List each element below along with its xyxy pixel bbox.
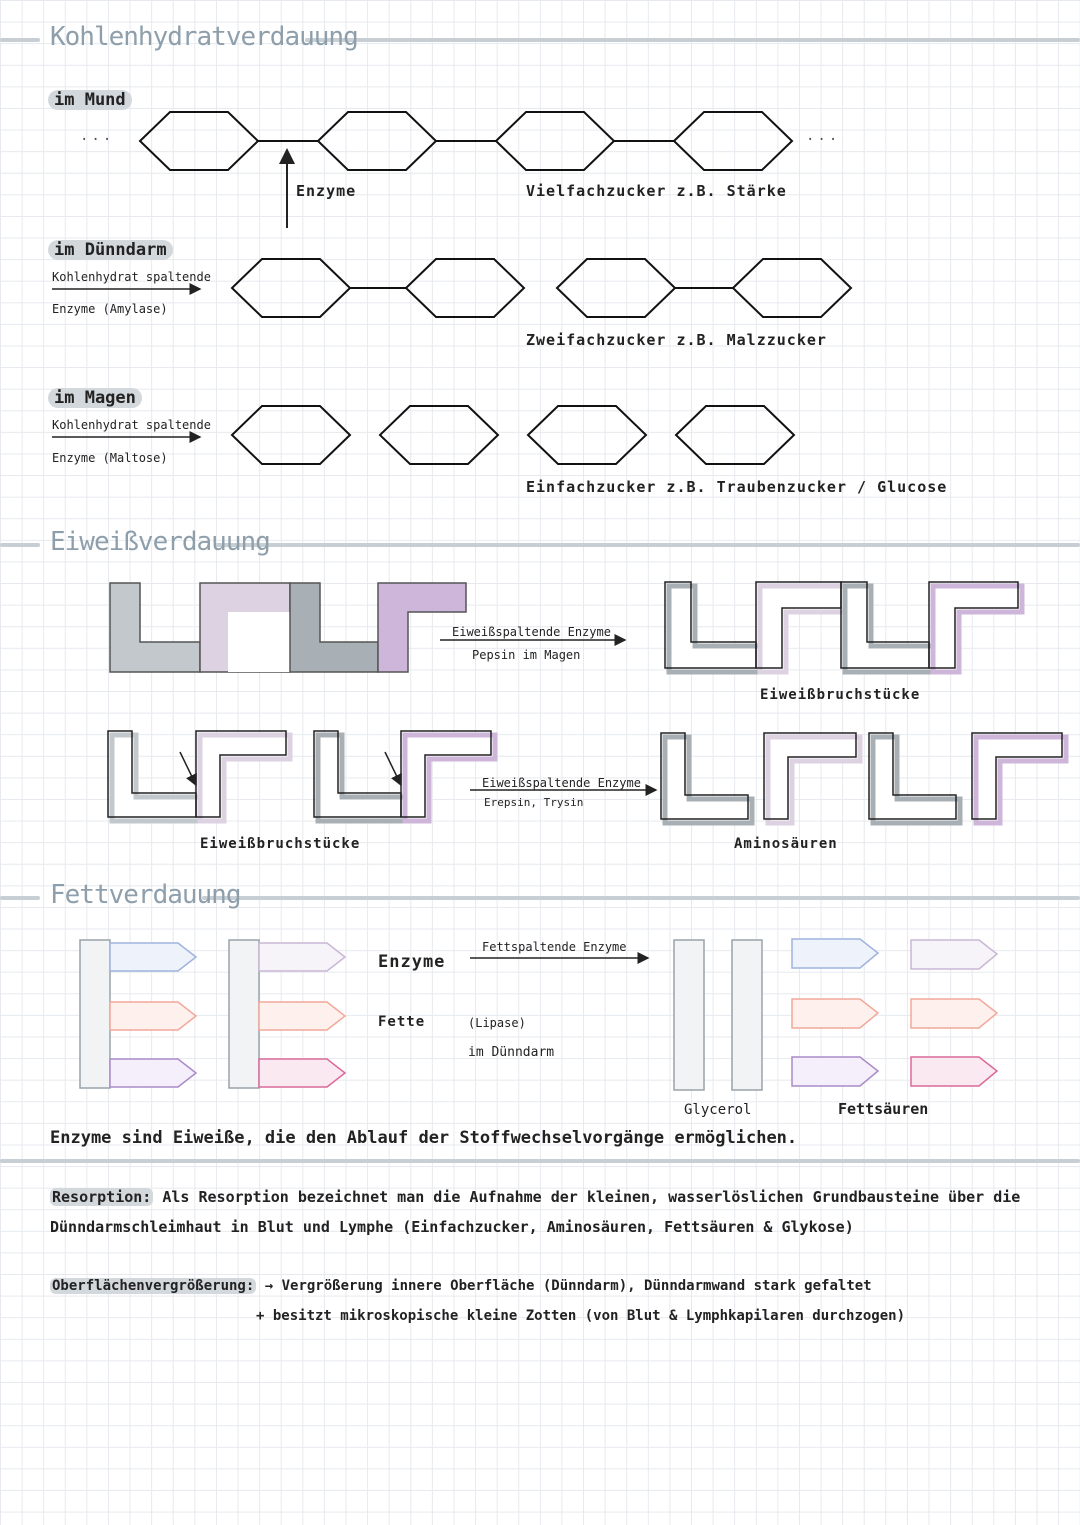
amylase-line2: Enzyme (Amylase) bbox=[52, 302, 168, 316]
maltase-line1: Kohlenhydrat spaltende bbox=[52, 418, 211, 432]
location-small-intestine: im Dünndarm bbox=[48, 240, 173, 260]
maltose-label: Zweifachzucker z.B. Malzzucker bbox=[526, 331, 827, 349]
fragments-label-left: Eiweißbruchstücke bbox=[200, 836, 361, 852]
surface-section bbox=[50, 1278, 872, 1294]
fatty-acid bbox=[911, 999, 997, 1028]
resorption-section bbox=[50, 1188, 1020, 1206]
protein-chain bbox=[110, 583, 466, 672]
glucose-hexagon bbox=[232, 259, 350, 317]
glucose-hexagon bbox=[557, 259, 675, 317]
fragments-outline bbox=[665, 582, 1022, 672]
fatty-acid bbox=[792, 939, 878, 968]
glucose-hexagon bbox=[674, 112, 792, 170]
maltose-chain bbox=[232, 259, 851, 317]
fatty-acid-arrow bbox=[259, 943, 345, 971]
cut-arrow bbox=[180, 752, 196, 785]
resorption-line1: Als Resorption bezeichnet man die Aufnahme der kleinen, wasserlöslichen Grundbausteine über die bbox=[162, 1188, 1021, 1206]
enzyme-label: Enzyme bbox=[296, 182, 357, 200]
glycerol-label: Glycerol bbox=[684, 1102, 752, 1118]
surface-term: Oberflächenvergrößerung: bbox=[52, 1278, 255, 1294]
fatty-acid bbox=[911, 1057, 997, 1086]
fatty-acids-label: Fettsäuren bbox=[838, 1100, 929, 1118]
fatty-acid bbox=[792, 1057, 878, 1086]
heading-carbs: Kohlenhydratverdauung bbox=[50, 22, 358, 52]
amino-block bbox=[290, 583, 378, 672]
fat-products bbox=[674, 939, 997, 1090]
glucose-label: Einfachzucker z.B. Traubenzucker / Glucose bbox=[526, 478, 948, 496]
amino-block bbox=[228, 612, 290, 672]
starch-chain bbox=[140, 112, 792, 170]
glucose-hexagon bbox=[406, 259, 524, 317]
enzyme-note: Enzyme sind Eiweiße, die den Ablauf der Stoffwechselvorgänge ermöglichen. bbox=[50, 1128, 798, 1148]
glycerol-backbone bbox=[229, 940, 259, 1088]
surface-point2: + besitzt mikroskopische kleine Zotten (von Blut & Lymphkapilaren durchzogen) bbox=[256, 1308, 906, 1324]
fatty-acid-arrow bbox=[259, 1059, 345, 1087]
maltase-line2: Enzyme (Maltose) bbox=[52, 451, 168, 465]
glucose-singles bbox=[232, 406, 794, 464]
triglycerides bbox=[80, 940, 345, 1088]
glucose-hexagon bbox=[380, 406, 498, 464]
pepsin-arrow-sub: Pepsin im Magen bbox=[472, 648, 581, 662]
glycerol-backbone bbox=[80, 940, 110, 1088]
amino-acids-label: Aminosäuren bbox=[734, 836, 838, 852]
ellipsis-left: ... bbox=[80, 128, 115, 144]
ellipsis-right: ... bbox=[806, 128, 841, 144]
cut-arrow bbox=[385, 752, 401, 785]
erepsin-arrow-label: Eiweißspaltende Enzyme bbox=[482, 776, 641, 790]
fragments-step2 bbox=[108, 731, 495, 821]
resorption-term: Resorption: bbox=[52, 1188, 152, 1206]
glucose-hexagon bbox=[232, 406, 350, 464]
location-stomach: im Magen bbox=[48, 388, 142, 408]
glucose-hexagon bbox=[318, 112, 436, 170]
surface-point1: → Vergrößerung innere Oberfläche (Dünndarm), Dünndarmwand stark gefaltet bbox=[264, 1278, 872, 1294]
amylase-line1: Kohlenhydrat spaltende bbox=[52, 270, 211, 284]
fatty-acid-arrow bbox=[110, 943, 196, 971]
fatty-acid bbox=[911, 940, 997, 969]
location-mouth: im Mund bbox=[48, 90, 132, 110]
fatty-acid-arrow bbox=[259, 1002, 345, 1030]
glucose-hexagon bbox=[528, 406, 646, 464]
glucose-hexagon bbox=[140, 112, 258, 170]
fatty-acid-arrow bbox=[110, 1002, 196, 1030]
glucose-hexagon bbox=[733, 259, 851, 317]
heading-fat: Fettverdauung bbox=[50, 880, 241, 910]
fat-arrow-label: Fettspaltende Enzyme bbox=[482, 940, 627, 954]
glycerol bbox=[732, 940, 762, 1090]
fat-enzyme-label: Enzyme bbox=[378, 952, 446, 972]
fats-label: Fette bbox=[378, 1014, 426, 1030]
starch-label: Vielfachzucker z.B. Stärke bbox=[526, 182, 787, 200]
glycerol bbox=[674, 940, 704, 1090]
amino-block bbox=[110, 583, 200, 672]
glucose-hexagon bbox=[676, 406, 794, 464]
erepsin-arrow-sub: Erepsin, Trysin bbox=[484, 796, 584, 809]
fat-location-label: im Dünndarm bbox=[468, 1045, 555, 1060]
lipase-label: (Lipase) bbox=[468, 1016, 526, 1030]
fatty-acid-arrow bbox=[110, 1059, 196, 1087]
fatty-acid bbox=[792, 999, 878, 1028]
amino-acids bbox=[661, 733, 1066, 823]
resorption-line2: Dünndarmschleimhaut in Blut und Lymphe (Einfachzucker, Aminosäuren, Fettsäuren & Glykose) bbox=[50, 1218, 854, 1236]
heading-protein: Eiweißverdauung bbox=[50, 527, 270, 557]
pepsin-arrow-label: Eiweißspaltende Enzyme bbox=[452, 625, 611, 639]
fragments-label-right: Eiweißbruchstücke bbox=[760, 687, 921, 703]
glucose-hexagon bbox=[496, 112, 614, 170]
